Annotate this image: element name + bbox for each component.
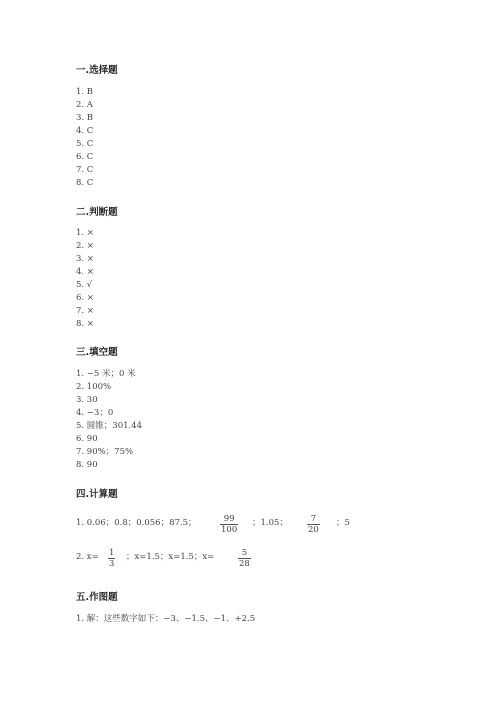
list-item: 8. C: [76, 178, 94, 188]
list-item: 8. ×: [76, 319, 94, 329]
list-item: 1. B: [76, 87, 94, 97]
list-item: 4. −3；0: [76, 408, 114, 418]
calc-answer-1-suffix: ；5: [336, 518, 350, 528]
list-item: 7. 90%；75%: [76, 447, 134, 457]
fraction-5-28: [238, 548, 251, 569]
section-title-judgement: 二.判断题: [76, 207, 118, 218]
calc-answer-2-prefix: 2. x=: [76, 552, 99, 562]
calc-answer-2-middle: ；x=1.5；x=1.5；x=: [126, 552, 215, 562]
calc-answer-1-middle: ；1.05；: [252, 518, 288, 528]
list-item: 6. ×: [76, 293, 94, 303]
fraction-numerator: 1: [109, 548, 115, 558]
fraction-denominator: 28: [239, 558, 250, 569]
list-item: 1. 解：这些数字如下：−3、−1.5、−1、+2.5: [76, 614, 256, 624]
section-title-drawing: 五.作图题: [76, 592, 118, 603]
list-item: 6. 90: [76, 434, 98, 444]
list-item: 8. 90: [76, 460, 98, 470]
list-item: 1. ×: [76, 228, 94, 238]
list-item: 7. ×: [76, 306, 94, 316]
list-item: 5. √: [76, 280, 93, 290]
fraction-denominator: 100: [221, 524, 238, 535]
list-item: 4. C: [76, 126, 94, 136]
list-item: 6. C: [76, 152, 94, 162]
fraction-7-20: [307, 514, 320, 535]
list-item: 2. ×: [76, 241, 94, 251]
list-item: 7. C: [76, 165, 94, 175]
fraction-numerator: 99: [223, 514, 235, 524]
fraction-99-100: [220, 514, 238, 535]
list-item: 2. 100%: [76, 382, 112, 392]
list-item: 3. 30: [76, 395, 98, 405]
section-title-calculation: 四.计算题: [76, 489, 118, 500]
section-title-fill-blank: 三.填空题: [76, 347, 118, 358]
list-item: 4. ×: [76, 267, 94, 277]
section-title-choice: 一.选择题: [76, 65, 118, 76]
calc-answer-1-prefix: 1. 0.06；0.8；0.056；87.5；: [76, 518, 197, 528]
fraction-denominator: 3: [109, 558, 115, 569]
list-item: 3. B: [76, 113, 94, 123]
list-item: 2. A: [76, 100, 93, 110]
list-item: 1. −5 米；0 米: [76, 369, 136, 379]
list-item: 5. C: [76, 139, 94, 149]
list-item: 5. 圆锥；301.44: [76, 421, 143, 431]
fraction-denominator: 20: [308, 524, 319, 535]
list-item: 3. ×: [76, 254, 94, 264]
fraction-1-3: [108, 548, 115, 569]
fraction-numerator: 7: [310, 514, 317, 524]
fraction-numerator: 5: [241, 548, 248, 558]
